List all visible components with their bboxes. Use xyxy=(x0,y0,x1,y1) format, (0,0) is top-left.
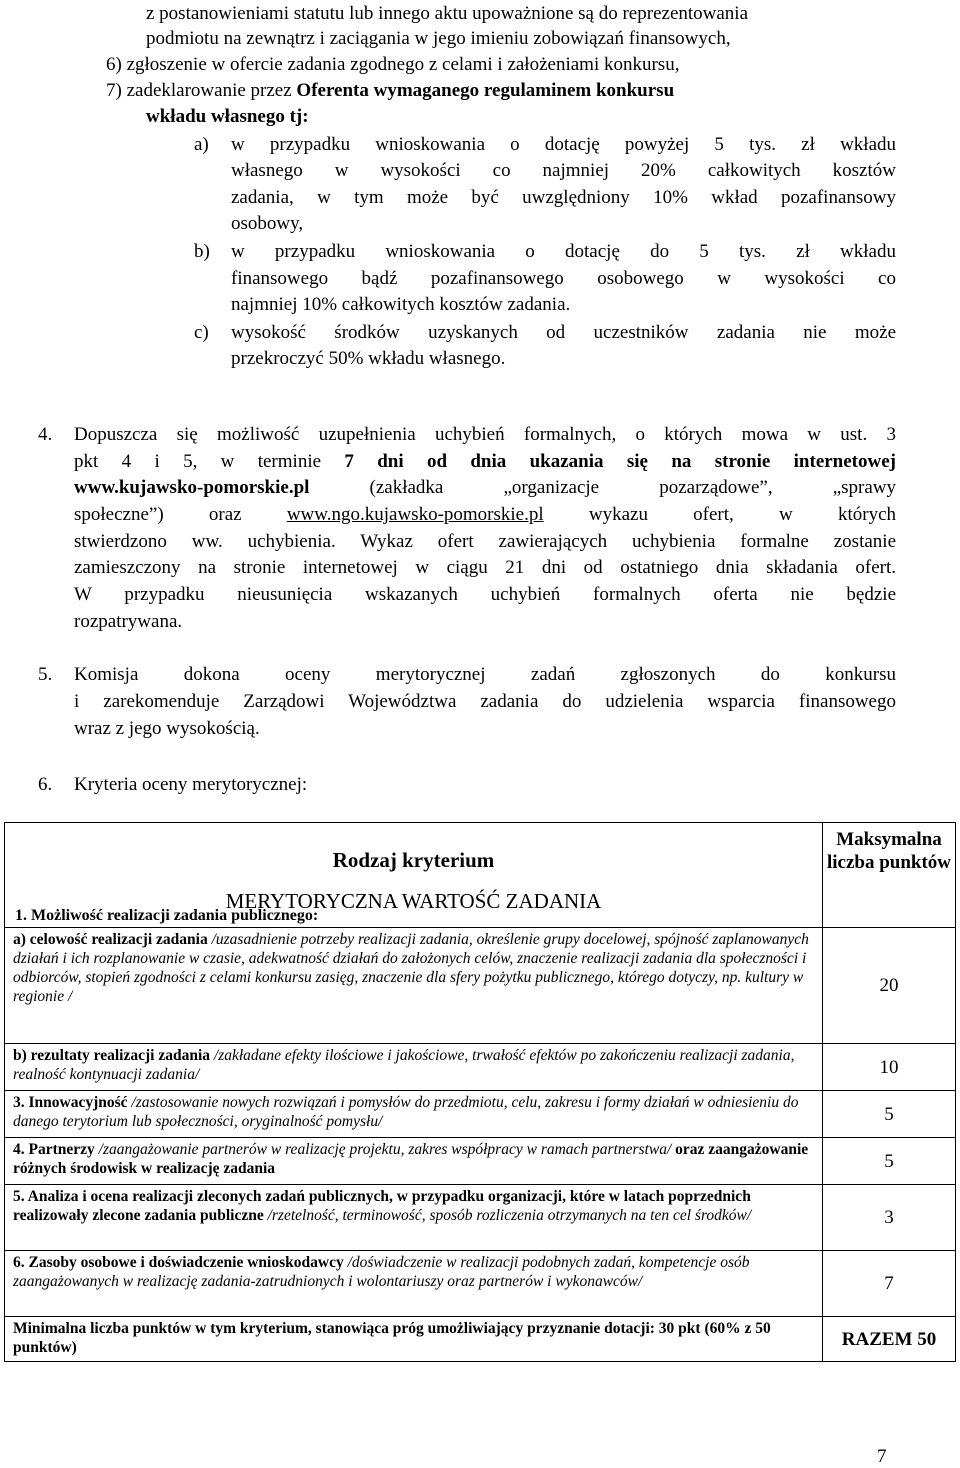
section-4-line-7: W przypadku nieusunięcia wskazanych uchybień formalnych oferta nie będzie xyxy=(74,584,896,605)
table-row xyxy=(5,928,956,1044)
sub-b-line-2: finansowego bądź pozafinansowego osobowego w wysokości co xyxy=(231,268,896,289)
sub-a-line-2: własnego w wysokości co najmniej 20% całkowitych kosztów xyxy=(231,160,896,181)
header-points-cell xyxy=(823,823,956,928)
header-points: Maksymalna liczba punktów xyxy=(826,829,952,873)
table-row xyxy=(5,1251,956,1317)
sub-b-prefix: b) xyxy=(194,241,210,262)
footer-text-cell: Minimalna liczba punktów w tym kryterium, stanowiąca próg umożliwiający przyznanie dotacji: 30 pkt (60% z 50 punktów) xyxy=(5,1317,823,1362)
section-4-line-2: pkt 4 i 5, w terminie 7 dni od dnia ukazania się na stronie internetowej xyxy=(74,451,896,472)
points-cell: 10 xyxy=(823,1044,956,1091)
section-4-line-4: społeczne”) oraz www.ngo.kujawsko-pomorskie.pl wykazu ofert, w których xyxy=(74,504,897,525)
sub-a-line-4: osobowy, xyxy=(231,213,304,234)
table-footer-row xyxy=(5,1317,956,1362)
section-4-line-3: www.kujawsko-pomorskie.pl (zakładka „organizacje pozarządowe”, „sprawy xyxy=(74,477,896,498)
criterion-cell: 5. Analiza i ocena realizacji zleconych zadań publicznych, w przypadku organizacji, które w latach poprzednich realizowały zlecone zadania publiczne /rzetelność, terminowość, sposób rozliczenia otrzymanych na ten cel środków/ xyxy=(5,1185,823,1251)
sub-a-line-1: w przypadku wnioskowania o dotację powyżej 5 tys. zł wkładu xyxy=(231,134,896,155)
intro-item-7-cont: wkładu własnego tj: xyxy=(146,106,309,127)
points-cell: 7 xyxy=(823,1251,956,1317)
footer-points-cell: RAZEM 50 xyxy=(823,1317,956,1362)
ngo-link[interactable]: www.ngo.kujawsko-pomorskie.pl xyxy=(286,504,544,525)
section-5-number: 5. xyxy=(38,664,53,685)
points-cell: 5 xyxy=(823,1138,956,1185)
table-row xyxy=(5,1185,956,1251)
points-cell: 5 xyxy=(823,1091,956,1138)
header-subtitle: MERYTORYCZNA WARTOŚĆ ZADANIA xyxy=(225,889,602,913)
intro-item-6: 6) zgłoszenie w ofercie zadania zgodnego z celami i założeniami konkursu, xyxy=(106,54,680,75)
table-row xyxy=(5,1044,956,1091)
section-5-line-1: Komisja dokona oceny merytorycznej zadań zgłoszonych do konkursu xyxy=(74,664,896,685)
sub-b-line-3: najmniej 10% całkowitych kosztów zadania. xyxy=(231,294,571,315)
intro-item-7: 7) zadeklarowanie przez Oferenta wymaganego regulaminem konkursu xyxy=(106,80,675,101)
sub-c-line-2: przekroczyć 50% wkładu własnego. xyxy=(231,348,506,369)
criteria-table xyxy=(4,822,956,1362)
section-6-title: Kryteria oceny merytorycznej: xyxy=(74,774,308,795)
sub-c-line-1: wysokość środków uzyskanych od uczestników zadania nie może xyxy=(231,322,896,343)
criterion-cell: 4. Partnerzy /zaangażowanie partnerów w realizację projektu, zakres współpracy w ramach partnerstwa/ oraz zaangażowanie różnych środowisk w realizację zadania xyxy=(5,1138,823,1185)
section-4-line-8: rozpatrywana. xyxy=(74,611,183,632)
section-5-line-2: i zarekomenduje Zarządowi Województwa zadania do udzielenia wsparcia finansowego xyxy=(74,691,896,712)
criterion-cell: b) rezultaty realizacji zadania /zakładane efekty ilościowe i jakościowe, trwałość efektów po zakończeniu realizacji zadania, realność kontynuacji zadania/ xyxy=(5,1044,823,1091)
section-4-line-5: stwierdzono ww. uchybienia. Wykaz ofert zawierających uchybienia formalne zostanie xyxy=(74,531,896,552)
intro-line-2: podmiotu na zewnątrz i zaciągania w jego imieniu zobowiązań finansowych, xyxy=(146,28,731,49)
table-header-row xyxy=(5,823,956,928)
table-row xyxy=(5,1138,956,1185)
header-title: Rodzaj kryterium xyxy=(332,848,495,872)
criterion-cell: 6. Zasoby osobowe i doświadczenie wnioskodawcy /doświadczenie w realizacji podobnych zadań, kompetencje osób zaangażowanych w realizację zadania-zatrudnionych i wolontariuszy oraz partnerów i wykonawców/ xyxy=(5,1251,823,1317)
points-cell: 20 xyxy=(823,928,956,1044)
sub-a-line-3: zadania, w tym może być uwzględniony 10% wkład pozafinansowy xyxy=(231,187,896,208)
section-4-line-1: Dopuszcza się możliwość uzupełnienia uchybień formalnych, o których mowa w ust. 3 xyxy=(74,424,896,445)
section-6-number: 6. xyxy=(38,774,53,795)
section-5-line-3: wraz z jego wysokością. xyxy=(74,718,260,739)
points-cell: 3 xyxy=(823,1185,956,1251)
section-4-line-6: zamieszczony na stronie internetowej w ciągu 21 dni od ostatniego dnia składania ofert. xyxy=(74,557,896,578)
section-4-number: 4. xyxy=(38,424,53,445)
header-criteria-cell xyxy=(5,823,823,928)
page-number: 7 xyxy=(877,1446,887,1467)
criterion-cell: 3. Innowacyjność /zastosowanie nowych rozwiązań i pomysłów do przedmiotu, celu, zakresu i formy działań w odniesieniu do danego terytorium lub społeczności, oryginalność pomysłu/ xyxy=(5,1091,823,1138)
sub-a-prefix: a) xyxy=(194,134,209,155)
table-row xyxy=(5,1091,956,1138)
sub-b-line-1: w przypadku wnioskowania o dotację do 5 tys. zł wkładu xyxy=(231,241,896,262)
sub-c-prefix: c) xyxy=(194,322,209,343)
intro-line-1: z postanowieniami statutu lub innego aktu upoważnione są do reprezentowania xyxy=(146,3,749,24)
criterion-cell: a) celowość realizacji zadania /uzasadnienie potrzeby realizacji zadania, określenie grupy docelowej, spójność zaplanowanych działań i ich rozplanowanie w czasie, adekwatność działań do założonych celów, znaczenie realizacji zadania dla społeczności i odbiorców, stopień zgodności z celami konkursu zasięg, znaczenie dla sfery pożytku publicznego, którego dotyczy, np. kultury w regionie / xyxy=(5,928,823,1044)
group-1-title: 1. Możliwość realizacji zadania publicznego: xyxy=(15,907,319,924)
